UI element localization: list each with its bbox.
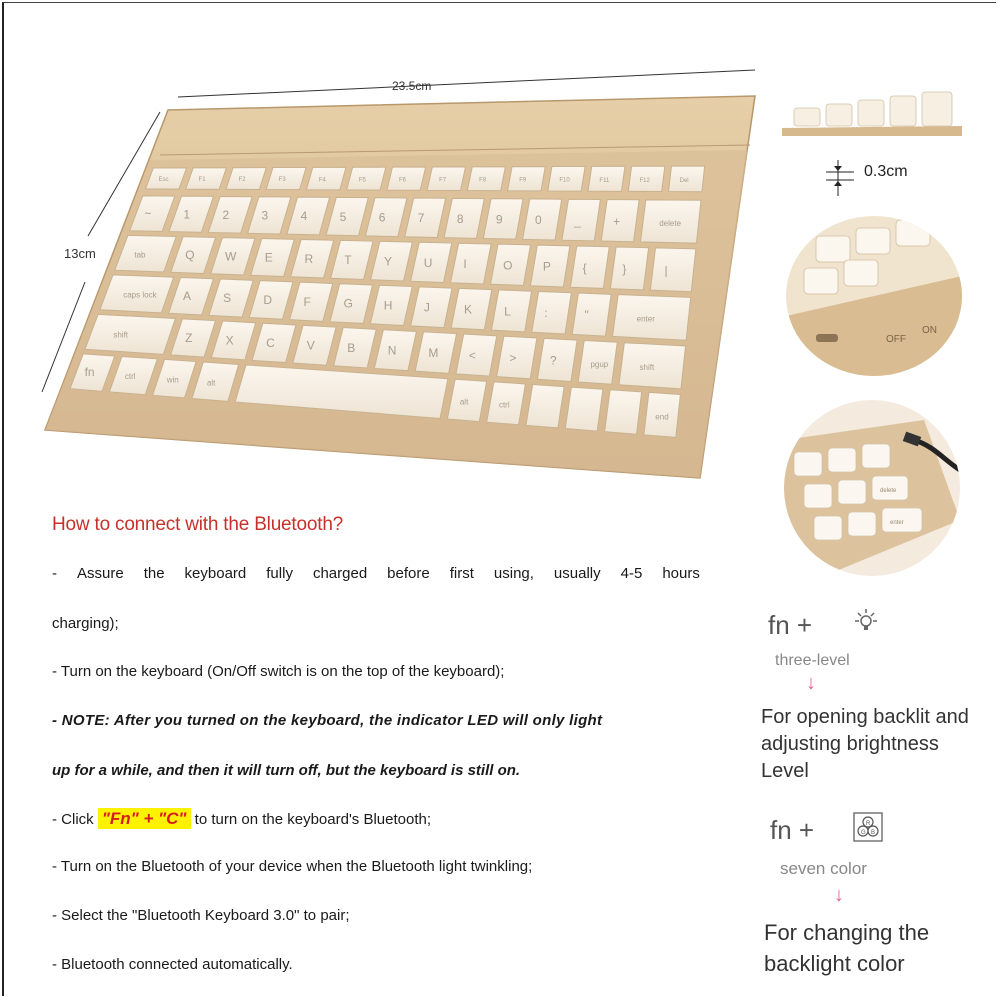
fn-plus-label-2: fn + xyxy=(770,815,815,845)
step-4 xyxy=(52,809,431,829)
key xyxy=(565,387,603,431)
key-label: 0 xyxy=(534,213,542,228)
step-1-word: keyboard xyxy=(184,565,247,582)
step-1-word: first xyxy=(449,565,474,582)
keyboard-keys xyxy=(70,166,705,437)
step-1-word: - xyxy=(52,565,57,582)
fn-plus-label-1: fn + xyxy=(768,610,813,640)
backlit-description: For opening backlit and adjusting brightness Level xyxy=(761,706,969,782)
key-label: end xyxy=(655,412,669,422)
step-1-word: using, xyxy=(493,565,534,582)
key xyxy=(572,293,611,336)
key xyxy=(491,290,531,332)
step-5: - Turn on the Bluetooth of your device when the Bluetooth light twinkling; xyxy=(52,858,533,875)
key xyxy=(526,384,564,427)
key-label: P xyxy=(542,259,551,274)
key-label: R xyxy=(304,251,314,266)
step-6: - Select the "Bluetooth Keyboard 3.0" to pair; xyxy=(52,907,350,924)
charging-photo xyxy=(784,400,960,576)
key-label: > xyxy=(509,350,517,365)
key-label: B xyxy=(347,340,356,355)
key-label: 1 xyxy=(183,207,191,222)
key-label: E xyxy=(264,250,273,265)
key-label: caps lock xyxy=(123,290,157,300)
photo-key-enter: enter xyxy=(890,520,904,526)
key-label: S xyxy=(223,291,232,306)
step-1-word: 4-5 xyxy=(620,565,643,582)
key-label: Z xyxy=(185,330,193,345)
key-label: T xyxy=(344,253,352,268)
key-label: H xyxy=(383,298,393,313)
key-label: J xyxy=(423,300,430,315)
key-label: | xyxy=(664,263,668,278)
step-1-word: fully xyxy=(266,565,293,582)
arrow-down-icon-2: ↓ xyxy=(834,884,844,906)
key-label: 8 xyxy=(456,211,464,226)
key xyxy=(523,199,562,240)
height-label: 13cm xyxy=(64,246,96,261)
key xyxy=(427,167,465,191)
key-label: : xyxy=(544,306,548,321)
key-label: tab xyxy=(134,250,146,260)
key-label: O xyxy=(503,258,513,273)
key-label: _ xyxy=(574,213,581,228)
key xyxy=(266,167,306,189)
key-label: L xyxy=(504,304,511,319)
key-label: ctrl xyxy=(124,372,136,382)
key-label: ~ xyxy=(144,206,152,221)
key-label: V xyxy=(306,338,315,353)
key-label: Q xyxy=(185,248,195,263)
key-label: " xyxy=(584,308,589,323)
key-label: enter xyxy=(636,314,655,324)
key-label: + xyxy=(613,214,621,229)
step-4-suffix: to turn on the keyboard's Bluetooth; xyxy=(190,811,432,828)
key-label: Esc xyxy=(158,176,169,183)
instructions-heading: How to connect with the Bluetooth? xyxy=(52,514,344,535)
key-label: 9 xyxy=(495,212,503,227)
key-label: K xyxy=(464,302,473,317)
key xyxy=(497,336,537,379)
key-label: 7 xyxy=(417,211,425,226)
key-label: } xyxy=(622,262,627,277)
key xyxy=(570,246,609,288)
photo-key-delete: delete xyxy=(880,488,897,494)
key xyxy=(456,334,497,376)
note-line-2: up for a while, and then it will turn off, but the keyboard is still on. xyxy=(52,762,521,779)
step-1-word: hours xyxy=(662,565,700,582)
bulb-icon xyxy=(852,608,880,636)
key xyxy=(186,168,227,190)
key xyxy=(610,247,648,290)
key-label: Del xyxy=(679,177,689,184)
step-4-prefix: - Click xyxy=(52,811,98,828)
width-dimension-line xyxy=(178,70,755,97)
note-line-1: - NOTE: After you turned on the keyboard, the indicator LED will only light xyxy=(52,712,603,729)
switch-on-label: ON xyxy=(922,325,937,336)
fn-c-highlight: "Fn" + "C" xyxy=(98,808,191,829)
key-label: shift xyxy=(113,330,129,340)
key-label: Y xyxy=(383,254,392,269)
step-1-word: before xyxy=(387,565,430,582)
key xyxy=(537,338,577,381)
key xyxy=(226,168,266,190)
key-label: ctrl xyxy=(498,400,510,410)
key-label: U xyxy=(423,255,433,270)
step-7: - Bluetooth connected automatically. xyxy=(52,956,293,973)
key-label: win xyxy=(166,375,179,385)
key-label: F4 xyxy=(318,177,326,184)
key xyxy=(532,291,572,333)
step-1-word: Assure xyxy=(77,565,124,582)
key-label: shift xyxy=(639,362,655,372)
svg-text:G: G xyxy=(861,830,866,836)
key-label: 5 xyxy=(339,209,347,224)
keyboard-svg xyxy=(0,0,780,500)
seven-color-label: seven color xyxy=(780,859,867,878)
key-label: D xyxy=(263,292,272,307)
key-label: F6 xyxy=(398,177,407,184)
arrow-down-icon: ↓ xyxy=(806,672,816,694)
key-label: 2 xyxy=(222,207,230,222)
key-label: F7 xyxy=(439,177,447,184)
step-1-line-1 xyxy=(52,565,700,582)
key-label: F12 xyxy=(639,177,650,184)
key-label: F10 xyxy=(559,177,570,184)
key-label: alt xyxy=(206,378,216,388)
key-label: I xyxy=(463,257,467,272)
svg-text:R: R xyxy=(866,821,871,827)
key-label: F3 xyxy=(278,177,286,184)
key xyxy=(467,167,505,191)
key-label: N xyxy=(387,343,397,358)
key xyxy=(387,167,426,190)
key xyxy=(562,199,601,241)
key-label: F1 xyxy=(198,177,206,184)
key-label: F xyxy=(303,294,311,309)
keyboard-illustration xyxy=(0,0,780,500)
key xyxy=(306,167,346,190)
key-label: C xyxy=(266,335,275,350)
thickness-photo xyxy=(782,74,962,146)
thickness-indicator-icon xyxy=(824,158,864,198)
switch-photo xyxy=(786,216,962,376)
three-level-label: three-level xyxy=(775,652,850,669)
key-label: < xyxy=(468,348,476,363)
key-label: fn xyxy=(84,365,95,380)
step-1-word: the xyxy=(143,565,165,582)
width-label: 23.5cm xyxy=(392,79,432,93)
key-label: ? xyxy=(549,353,557,368)
key-label: F9 xyxy=(519,177,527,184)
step-2: - Turn on the keyboard (On/Off switch is on the top of the keyboard); xyxy=(52,663,505,680)
thickness-label: 0.3cm xyxy=(864,163,908,180)
key xyxy=(85,314,175,354)
key-label: F11 xyxy=(599,177,610,184)
key-label: F5 xyxy=(358,177,366,184)
key-label: W xyxy=(224,249,237,264)
key-label: M xyxy=(428,345,439,360)
key xyxy=(347,167,386,190)
key-label: 3 xyxy=(261,208,269,223)
step-1-line-2: charging); xyxy=(52,615,119,632)
key-label: F2 xyxy=(238,177,246,184)
key xyxy=(508,167,546,191)
step-1-word: usually xyxy=(553,565,601,582)
key-label: pgup xyxy=(590,359,609,369)
key-label: G xyxy=(343,296,353,311)
switch-off-label: OFF xyxy=(886,334,906,345)
key-label: delete xyxy=(659,219,682,229)
rgb-color-icon xyxy=(853,812,883,842)
key-label: 4 xyxy=(300,209,308,224)
key xyxy=(605,390,642,434)
key-label: F8 xyxy=(479,177,487,184)
key-label: 6 xyxy=(378,210,386,225)
color-description: For changing the backlight color xyxy=(764,920,930,976)
key-label: X xyxy=(225,333,234,348)
step-1-word: charged xyxy=(312,565,368,582)
key xyxy=(650,248,696,292)
key-label: alt xyxy=(459,397,469,407)
key-label: { xyxy=(582,260,587,275)
svg-text:B: B xyxy=(871,830,876,836)
key-label: A xyxy=(183,289,192,304)
